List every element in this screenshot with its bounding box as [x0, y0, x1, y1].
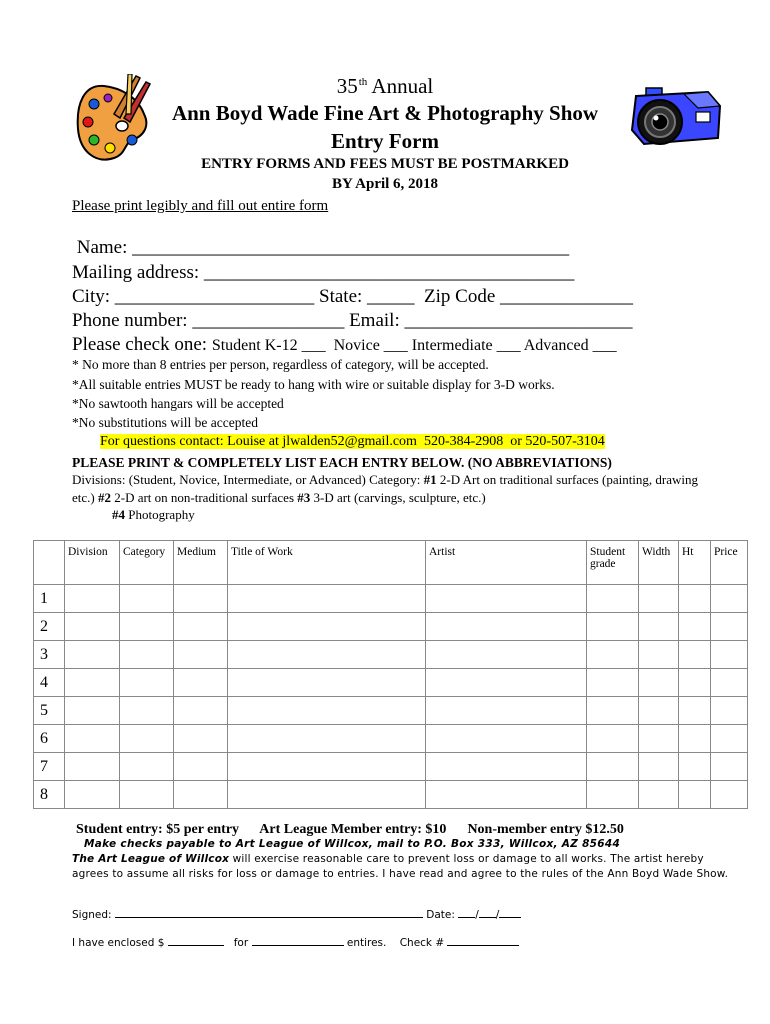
table-header-row	[34, 541, 748, 585]
table-row	[34, 669, 748, 697]
checks-payable: Make checks payable to Art League of Willcox, mail to P.O. Box 333, Willcox, AZ 85644	[84, 838, 621, 850]
enclosed-line: I have enclosed $ for entires. Check #	[72, 935, 519, 949]
amount-field[interactable]	[168, 935, 224, 946]
care-statement	[72, 852, 732, 881]
signature-line: Signed: Date: / /	[72, 907, 521, 921]
nonmember-fee: Non-member entry $12.50	[467, 822, 624, 837]
note-substitutions: *No substitutions will be accepted	[72, 415, 258, 430]
fees-line	[76, 822, 624, 838]
date-year-field[interactable]	[499, 907, 521, 918]
print-instruction: Please print legibly and fill out entire form	[72, 198, 329, 214]
date-month-field[interactable]	[458, 907, 475, 918]
city-state-zip-field[interactable]: City: _____________________ State: _____ Zip Code ______________	[72, 286, 634, 307]
signature-field[interactable]	[115, 907, 423, 918]
col-price: Price	[711, 541, 748, 585]
deadline: BY April 6, 2018	[331, 176, 439, 192]
student-fee: Student entry: $5 per entry	[76, 822, 240, 837]
form-title: Entry Form	[331, 129, 439, 153]
check-label: Please check one:	[72, 334, 212, 355]
table-row	[34, 697, 748, 725]
row-number: 3	[34, 641, 65, 669]
row-number: 7	[34, 753, 65, 781]
member-fee: Art League Member entry: $10	[259, 822, 447, 837]
row-number: 8	[34, 781, 65, 809]
col-width: Width	[639, 541, 679, 585]
table-row	[34, 781, 748, 809]
ordinal-suffix: th	[358, 76, 368, 88]
table-row	[34, 641, 748, 669]
annual-label: Annual	[371, 74, 434, 98]
list-instruction: PLEASE PRINT & COMPLETELY LIST EACH ENTRY BELOW. (NO ABBREVIATIONS)	[72, 455, 612, 470]
col-artist: Artist	[426, 541, 587, 585]
postmark-notice: ENTRY FORMS AND FEES MUST BE POSTMARKED	[201, 156, 569, 172]
table-row	[34, 613, 748, 641]
col-division: Division	[65, 541, 120, 585]
col-title: Title of Work	[228, 541, 426, 585]
table-row	[34, 585, 748, 613]
date-day-field[interactable]	[479, 907, 496, 918]
note-sawtooth: *No sawtooth hangars will be accepted	[72, 396, 284, 411]
ordinal: 35	[336, 74, 358, 98]
note-hang-ready: *All suitable entries MUST be ready to hang with wire or suitable display for 3-D works.	[72, 377, 555, 392]
row-number: 4	[34, 669, 65, 697]
row-number: 5	[34, 697, 65, 725]
level-check-field[interactable]	[72, 334, 617, 356]
care-text: will exercise reasonable care to prevent loss or damage to all works. The artist hereby agrees to assume all risks for loss or damage to entries. I have read and agree to the rules of the Ann Boyd Wade Show.	[72, 853, 729, 880]
entries-table	[33, 540, 748, 809]
col-medium: Medium	[174, 541, 228, 585]
row-number: 1	[34, 585, 65, 613]
note-entries-limit: * No more than 8 entries per person, regardless of category, will be accepted.	[72, 357, 489, 372]
check-options[interactable]: Student K-12 ___ Novice ___ Intermediate ___ Advanced ___	[211, 337, 617, 354]
table-row	[34, 753, 748, 781]
table-row	[34, 725, 748, 753]
org-name: The Art League of Willcox	[72, 853, 230, 865]
show-title: Ann Boyd Wade Fine Art & Photography Show	[171, 101, 599, 125]
col-grade: Student grade	[587, 541, 639, 585]
phone-email-field[interactable]: Phone number: ________________ Email: ________________________	[72, 310, 633, 331]
col-number	[34, 541, 65, 585]
contact-info: For questions contact: Louise at jlwalden52@gmail.com 520-384-2908 or 520-507-3104	[100, 434, 605, 449]
row-number: 6	[34, 725, 65, 753]
entries-count-field[interactable]	[252, 935, 344, 946]
row-number: 2	[34, 613, 65, 641]
annual-heading	[0, 74, 770, 99]
name-field[interactable]: Name: ______________________________________________	[72, 237, 570, 258]
col-height: Ht	[679, 541, 711, 585]
mailing-field[interactable]: Mailing address: _______________________________________	[72, 262, 575, 283]
col-category: Category	[120, 541, 174, 585]
check-number-field[interactable]	[447, 935, 519, 946]
divisions-text: Divisions: (Student, Novice, Intermediate, or Advanced) Category: #1 2-D Art on traditional surfaces (painting, drawing etc.) #2 2-D art on non-traditional surfaces #3 3-D art (carvings, sculpture, etc.) #4 Photography	[72, 472, 699, 522]
